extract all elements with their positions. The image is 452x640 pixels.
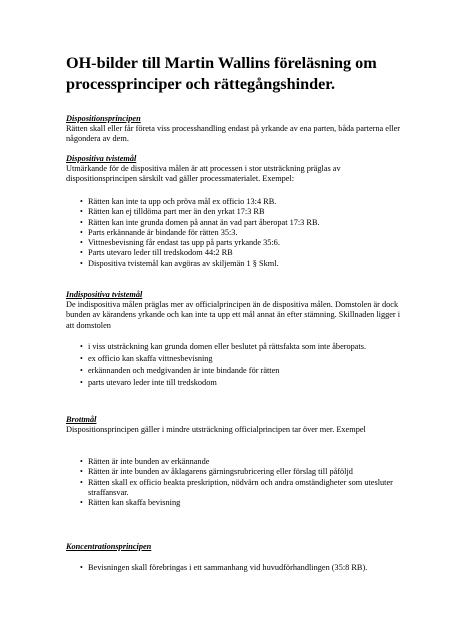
list-item: • Rätten kan inte grunda domen på annat än vad part åberopat 17:3 RB. — [66, 218, 406, 228]
section-text-brottmal: Dispositionsprincipen gäller i mindre utsträckning officialprincipen tar över mer. Exempel — [66, 425, 366, 434]
section-text-dispositionsprincipen: Rätten skall eller får företa viss processhandling endast på yrkande av ena parten, båda parterna eller någondera av dem. — [66, 124, 401, 144]
section-heading-brottmal: Brottmål — [66, 415, 97, 424]
list-koncentrationsprincipen — [66, 563, 406, 573]
list-item: • Rätten kan ej tilldöma part mer än den yrkat 17:3 RB — [66, 207, 406, 217]
section-text-indispositiva-tvistemal: De indispositiva målen präglas mer av officialprincipen än de dispositiva målen. Domstolen är dock bunden av kärandens yrkande och kan inte ta upp ett mål annat än efter stämning. Skillnaden ligger i att domstolen — [66, 300, 401, 330]
list-item: • parts utevaro leder inte till tredskodom — [66, 378, 406, 388]
document-title: OH-bilder till Martin Wallins föreläsning om processprinciper och rättegångshinder. — [66, 54, 377, 93]
list-item: • Rätten är inte bunden av åklagarens gärningsrubricering eller förslag till påföljd — [66, 467, 406, 477]
list-item: • Vittnesbevisning får endast tas upp på parts yrkande 35:6. — [66, 238, 406, 248]
section-heading-indispositiva-tvistemal: Indispositiva tvistemål — [66, 290, 143, 299]
list-item: • Rätten kan inte ta upp och pröva mål ex officio 13:4 RB. — [66, 197, 406, 207]
list-item: • Rätten kan skaffa bevisning — [66, 498, 406, 508]
list-indispositiva-tvistemal — [66, 342, 406, 390]
section-heading-dispositiva-tvistemal: Dispositiva tvistemål — [66, 154, 137, 163]
list-item: • erkännanden och medgivanden är inte bindande för rätten — [66, 366, 406, 376]
list-item: • Dispositiva tvistemål kan avgöras av skiljemän 1 § Skml. — [66, 259, 406, 269]
section-heading-dispositionsprincipen: Dispositionsprincipen — [66, 114, 141, 123]
list-brottmal — [66, 457, 406, 508]
list-item: • Rätten är inte bunden av erkännande — [66, 457, 406, 467]
list-item: • i viss utsträckning kan grunda domen eller beslutet på rättsfakta som inte åberopats. — [66, 342, 406, 352]
list-item: • Rätten skall ex officio beakta preskription, nödvärn och andra omständigheter som utesluter straffansvar. — [66, 478, 406, 499]
list-dispositiva-tvistemal — [66, 197, 406, 269]
list-item: • ex officio kan skaffa vittnesbevisning — [66, 354, 406, 364]
list-item: • Bevisningen skall förebringas i ett sammanhang vid huvudförhandlingen (35:8 RB). — [66, 563, 406, 573]
section-heading-koncentrationsprincipen: Koncentrationsprincipen — [66, 542, 152, 551]
list-item: • Parts erkännande är bindande för rätten 35:3. — [66, 228, 406, 238]
list-item: • Parts utevaro leder till tredskodom 44:2 RB — [66, 248, 406, 258]
section-text-dispositiva-tvistemal: Utmärkande för de dispositiva målen är att processen i stor utsträckning präglas av dispositionsprincipen särskilt vad gäller processmaterialet. Exempel: — [66, 164, 341, 184]
